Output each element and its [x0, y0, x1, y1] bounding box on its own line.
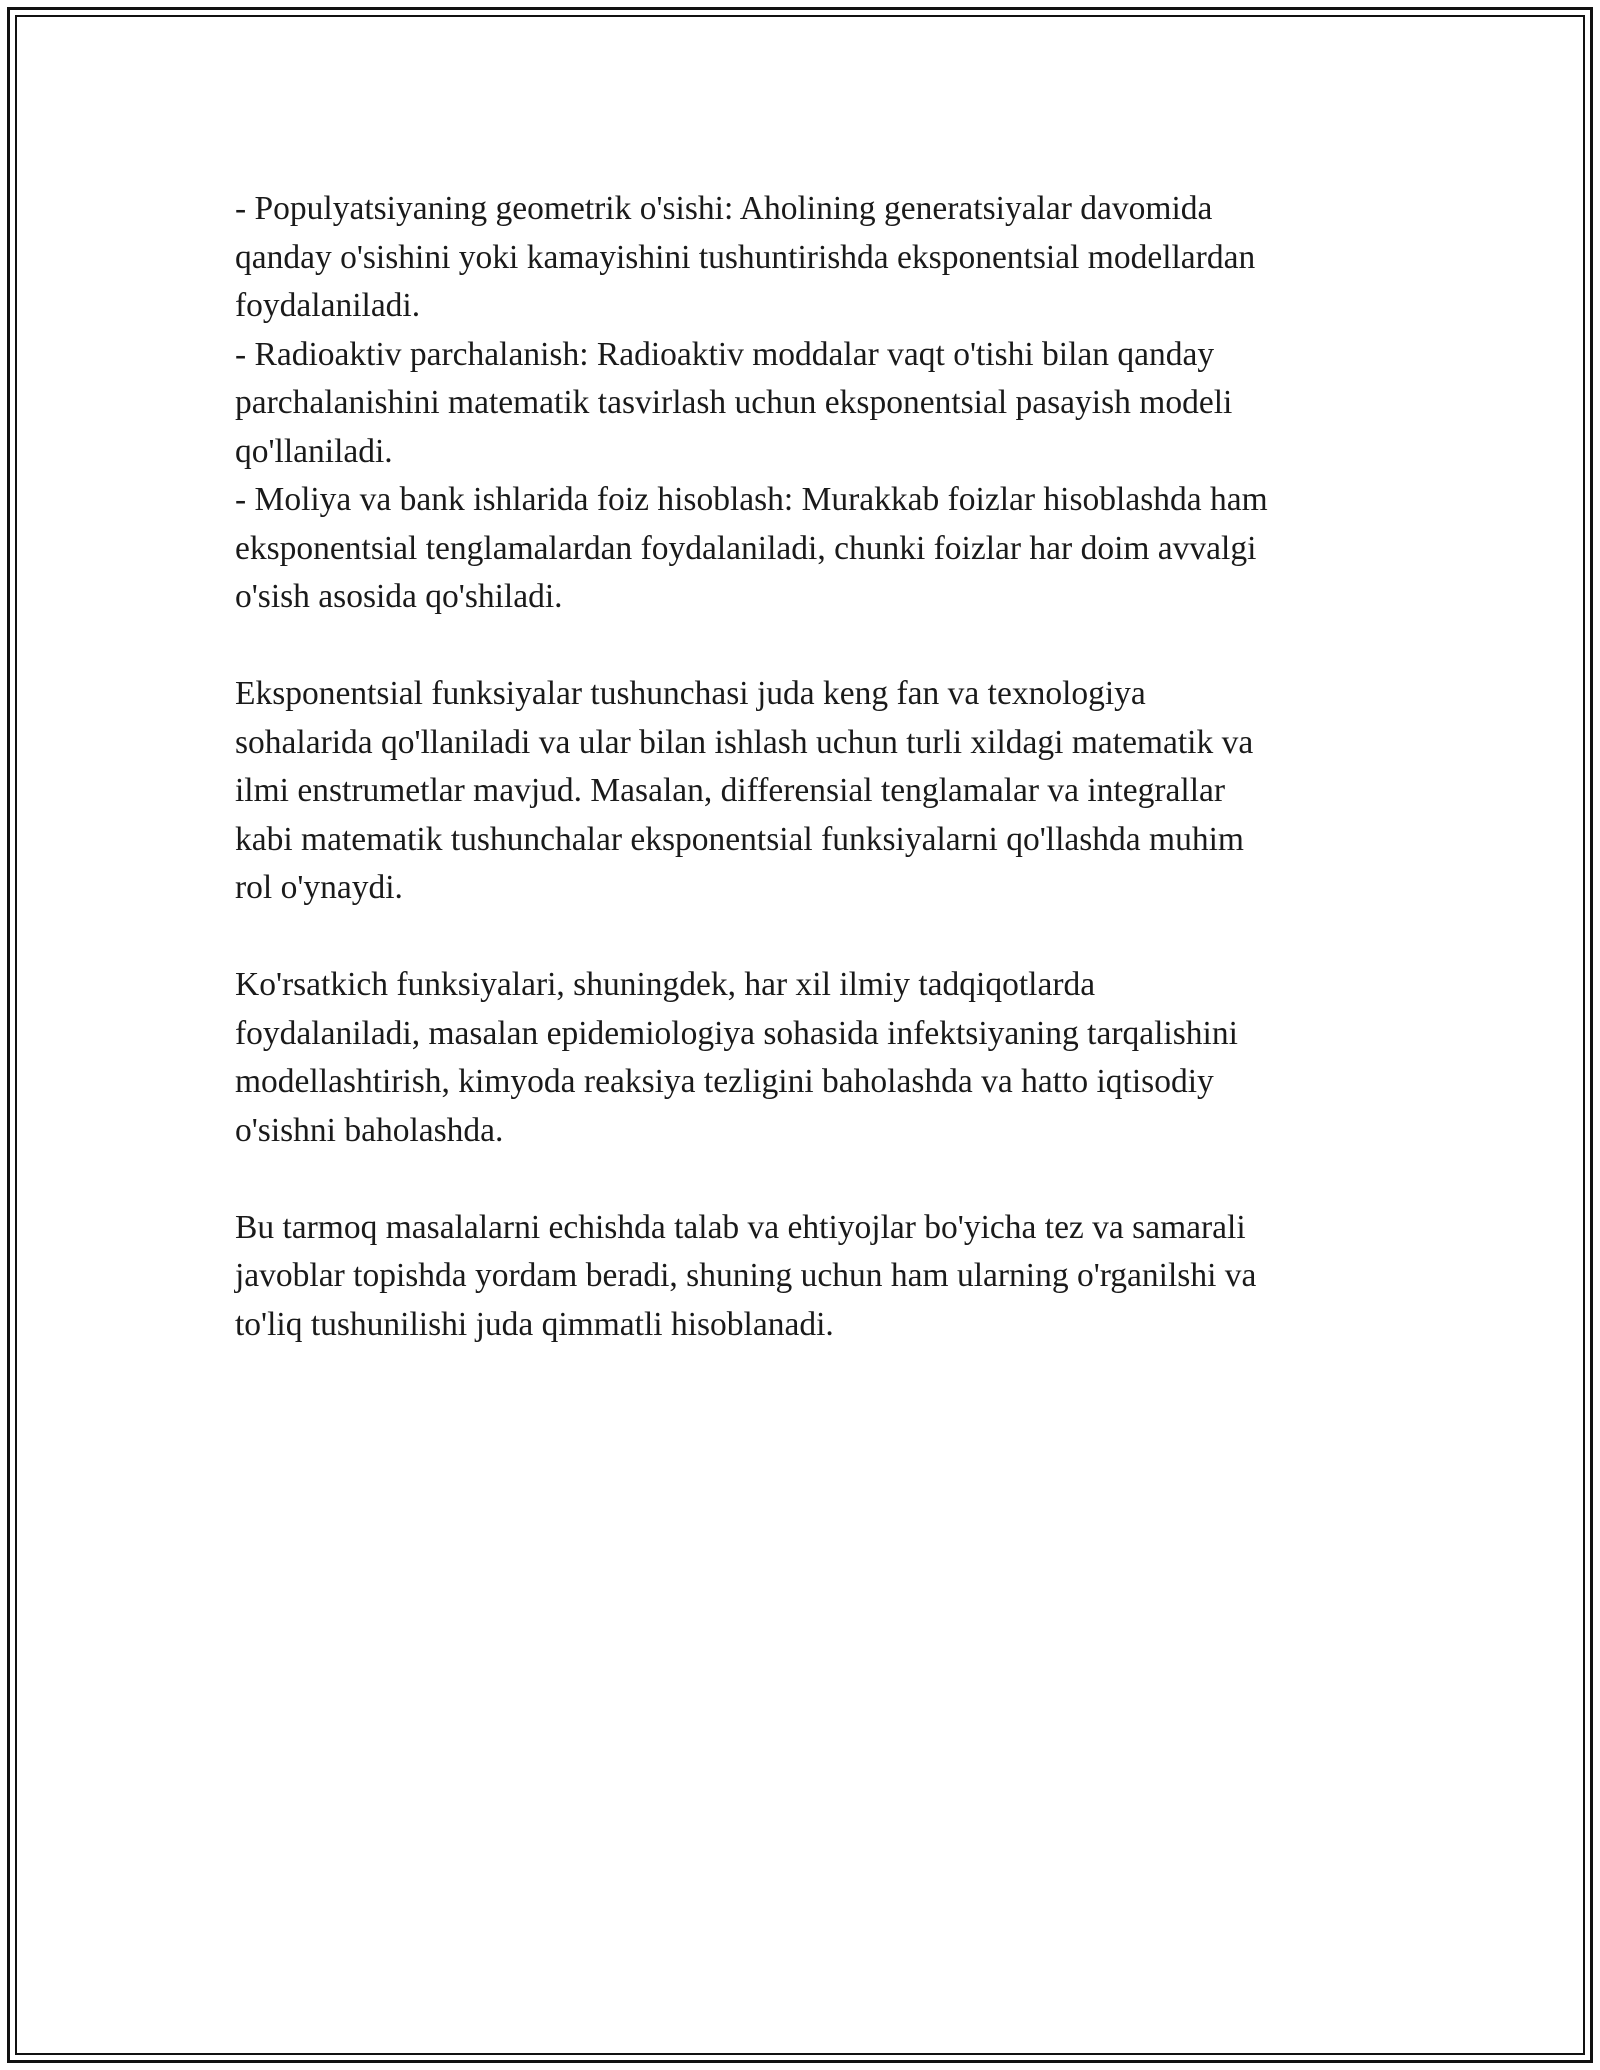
paragraph-gap [235, 913, 1375, 962]
text-line: Ko'rsatkich funksiyalari, shuningdek, har xil ilmiy tadqiqotlarda [235, 966, 1096, 1003]
paragraph-gap [235, 622, 1375, 671]
text-line: eksponentsial tenglamalardan foydalaniladi, chunki foizlar har doim avvalgi [235, 529, 1257, 567]
text-line: o'sishni baholashda. [235, 1111, 504, 1149]
text-line: modellashtirish, kimyoda reaksiya tezligini baholashda va hatto iqtisodiy [235, 1063, 1214, 1100]
text-line: kabi matematik tushunchalar eksponentsial funksiyalarni qo'llashda muhim [235, 820, 1244, 858]
text-line: foydalaniladi, masalan epidemiologiya sohasida infektsiyaning tarqalishini [235, 1014, 1238, 1052]
text-line: o'sish asosida qo'shiladi. [235, 578, 563, 615]
paragraph-gap [235, 1155, 1375, 1204]
text-line: ilmi enstrumetlar mavjud. Masalan, differensial tenglamalar va integrallar [235, 772, 1226, 809]
paragraph-exponential-functions [235, 670, 1375, 913]
text-line: javoblar topishda yordam beradi, shuning uchun ham ularning o'rganilshi va [235, 1257, 1257, 1294]
text-line: parchalanishini matematik tasvirlash uchun eksponentsial pasayish modeli [235, 384, 1233, 421]
paragraph-indicator-functions [235, 961, 1375, 1155]
text-line: foydalaniladi. [235, 287, 421, 324]
paragraph-conclusion [235, 1204, 1375, 1350]
text-line: sohalarida qo'llaniladi va ular bilan ishlash uchun turli xildagi matematik va [235, 723, 1254, 761]
document-body [235, 185, 1375, 1349]
text-line: Eksponentsial funksiyalar tushunchasi juda keng fan va texnologiya [235, 675, 1146, 712]
text-line: Bu tarmoq masalalarni echishda talab va ehtiyojlar bo'yicha tez va samarali [235, 1208, 1246, 1246]
text-line: to'liq tushunilishi juda qimmatli hisoblanadi. [235, 1305, 834, 1343]
text-line: qo'llaniladi. [235, 432, 393, 470]
text-line: - Moliya va bank ishlarida foiz hisoblash: Murakkab foizlar hisoblashda ham [235, 481, 1268, 518]
bullet-list-block [235, 185, 1375, 622]
text-line: - Radioaktiv parchalanish: Radioaktiv moddalar vaqt o'tishi bilan qanday [235, 335, 1215, 373]
text-line: rol o'ynaydi. [235, 869, 403, 906]
text-line: - Populyatsiyaning geometrik o'sishi: Aholining generatsiyalar davomida [235, 190, 1213, 227]
text-line: qanday o'sishini yoki kamayishini tushuntirishda eksponentsial modellardan [235, 238, 1256, 276]
